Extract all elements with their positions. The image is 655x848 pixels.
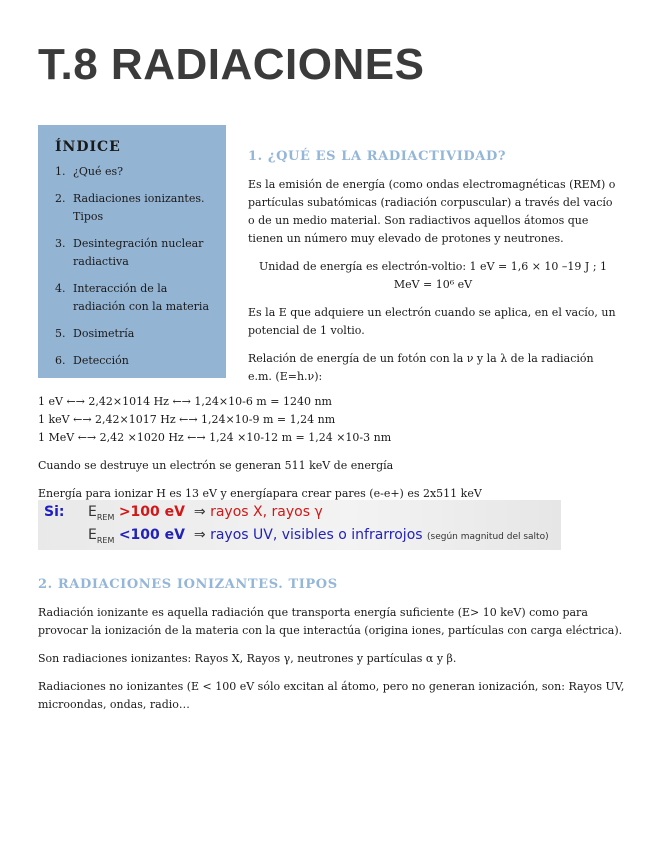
index-item: [55, 163, 216, 181]
index-number: 6.: [55, 354, 66, 367]
e-symbol: E: [88, 527, 97, 543]
equivalences: [38, 393, 628, 513]
condition: >100 eV: [118, 504, 185, 520]
condition: <100 eV: [118, 527, 185, 543]
paragraph: Radiaciones no ionizantes (E < 100 eV sólo excitan al átomo, pero no generan ionización, son: Rayos UV, microondas, ondas, radio…: [38, 680, 625, 711]
paragraph: Es la E que adquiere un electrón cuando se aplica, en el vacío, un potencial de 1 voltio.: [248, 306, 616, 337]
e-rem: [88, 504, 114, 520]
e-rem: [88, 527, 114, 543]
index-label: Interacción de la radiación con la materia: [73, 282, 210, 313]
index-number: 1.: [55, 165, 66, 178]
banner-row: [88, 527, 549, 545]
e-subscript: REM: [96, 535, 115, 545]
index-item: [55, 280, 216, 316]
index-label: Desintegración nuclear radiactiva: [73, 237, 204, 268]
section-2-heading: 2. RADIACIONES IONIZANTES. TIPOS: [38, 577, 338, 592]
index-label: Dosimetría: [73, 327, 135, 340]
energy-classification-image: [38, 500, 561, 550]
note: (según magnitud del salto): [427, 532, 549, 542]
equation-line: 1 keV ←→ 2,42×1017 Hz ←→ 1,24×10-9 m = 1,24 nm: [38, 413, 336, 426]
paragraph: Son radiaciones ionizantes: Rayos X, Rayos γ, neutrones y partículas α y β.: [38, 652, 457, 665]
paragraph: Es la emisión de energía (como ondas electromagnéticas (REM) o partículas subatómicas (radiación corpuscular) a través del vacío o de un medio material. Son radiactivos aquellos átomos que tienen un número muy elevado de protones y neutrones.: [248, 178, 616, 245]
result: rayos X, rayos γ: [210, 504, 323, 520]
e-symbol: E: [88, 504, 97, 520]
e-subscript: REM: [96, 512, 115, 522]
paragraph: Radiación ionizante es aquella radiación que transporta energía suficiente (E> 10 keV) como para provocar la ionización de la materia con la que interactúa (origina iones, partículas con carga eléctrica).: [38, 606, 623, 637]
index-number: 3.: [55, 237, 66, 250]
implies-icon: ⇒: [193, 504, 206, 520]
page-title: T.8 RADIACIONES: [38, 40, 425, 89]
section-1-heading: 1. ¿QUÉ ES LA RADIACTIVIDAD?: [248, 149, 507, 164]
index-list: [55, 163, 216, 370]
equation-line: 1 MeV ←→ 2,42 ×1020 Hz ←→ 1,24 ×10-12 m = 1,24 ×10-3 nm: [38, 431, 392, 444]
index-number: 5.: [55, 327, 66, 340]
si-label: Si:: [44, 504, 65, 520]
index-item: [55, 325, 216, 343]
index-box: [38, 125, 226, 378]
index-label: Radiaciones ionizantes. Tipos: [73, 192, 205, 223]
index-label: ¿Qué es?: [73, 165, 124, 178]
paragraph: Energía para ionizar H es 13 eV y energíapara crear pares (e-e+) es 2x511 keV: [38, 487, 482, 500]
index-heading: ÍNDICE: [55, 139, 121, 155]
index-label: Detección: [73, 354, 129, 367]
section-2: [38, 576, 628, 724]
paragraph: Relación de energía de un fotón con la ν y la λ de la radiación e.m. (E=h.ν):: [248, 352, 594, 383]
index-number: 4.: [55, 282, 66, 295]
paragraph: Unidad de energía es electrón-voltio: 1 eV = 1,6 × 10 –19 J ; 1 MeV = 10⁶ eV: [258, 260, 608, 291]
section-1: [248, 148, 618, 396]
implies-icon: ⇒: [193, 527, 206, 543]
paragraph: Cuando se destruye un electrón se generan 511 keV de energía: [38, 459, 394, 472]
equation-line: 1 eV ←→ 2,42×1014 Hz ←→ 1,24×10-6 m = 1240 nm: [38, 395, 332, 408]
index-item: [55, 235, 216, 271]
index-number: 2.: [55, 192, 66, 205]
banner-row: [88, 504, 323, 522]
index-item: [55, 352, 216, 370]
result: rayos UV, visibles o infrarrojos: [210, 527, 423, 543]
index-item: [55, 190, 216, 226]
